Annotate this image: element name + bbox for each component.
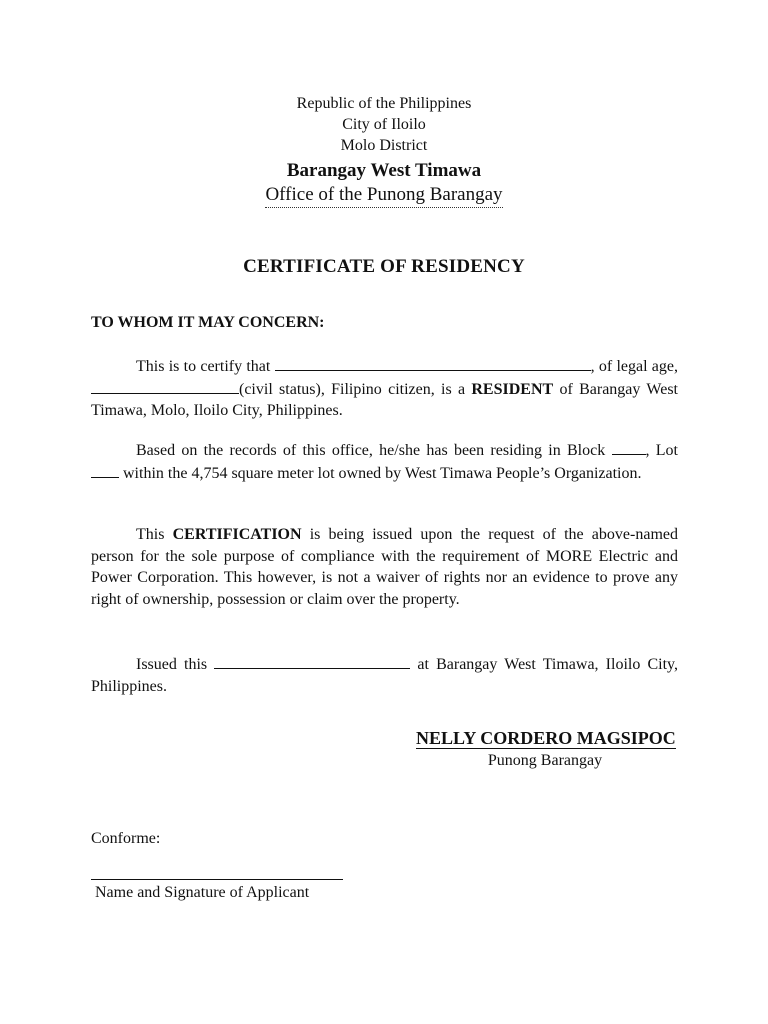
paragraph-certify [91, 355, 678, 422]
city-line: City of Iloilo [342, 116, 426, 133]
applicant-signature-label: Name and Signature of Applicant [95, 884, 310, 901]
p2-text-3: within the 4,754 square meter lot owned by West Timawa People’s Organization. [119, 464, 642, 482]
conforme-label: Conforme: [91, 830, 161, 847]
civil-status-blank[interactable] [91, 378, 239, 394]
p2-text-1: Based on the records of this office, he/she has been residing in Block [136, 442, 612, 459]
p1-text-4: of Barangay West Timawa, Molo, Iloilo City, Philippines. [91, 380, 678, 419]
district-line: Molo District [340, 137, 428, 154]
p1-text-1: This is to certify that [136, 358, 275, 375]
p2-text-2: , Lot [645, 442, 679, 459]
lot-blank[interactable] [91, 462, 119, 478]
applicant-signature-line[interactable] [91, 879, 343, 880]
paragraph-issued [91, 653, 678, 697]
p3-text-2: is being issued upon the request of the above-named person for the sole purpose of compliance with the requirement of MORE Electric and Power Corporation. This however, is not a waiver of rights nor an evidence to prove any right of ownership, possession or claim over the property. [91, 526, 678, 608]
barangay-name: Barangay West Timawa [286, 160, 482, 181]
resident-name-blank[interactable] [275, 355, 591, 371]
block-blank[interactable] [612, 439, 646, 455]
signatory-name: NELLY CORDERO MAGSIPOC [416, 728, 676, 748]
p4-text-1: Issued this [136, 656, 215, 673]
document-title: CERTIFICATE OF RESIDENCY [243, 256, 525, 277]
republic-line: Republic of the Philippines [296, 95, 472, 112]
p3-text-1: This [136, 526, 173, 543]
issue-date-blank[interactable] [214, 653, 410, 669]
signatory-title: Punong Barangay [487, 752, 603, 769]
paragraph-records [91, 439, 678, 484]
office-name: Office of the Punong Barangay [265, 183, 502, 208]
resident-bold: RESIDENT [471, 380, 554, 398]
certification-bold: CERTIFICATION [172, 526, 302, 543]
p4-text-2: at Barangay West Timawa, Iloilo City, Philippines. [91, 656, 679, 695]
p1-text-3: (civil status), Filipino citizen, is a [239, 380, 472, 398]
paragraph-certification [91, 524, 678, 610]
salutation: TO WHOM IT MAY CONCERN: [91, 314, 325, 331]
p1-text-2: , of legal age, [590, 358, 678, 375]
letterhead [0, 93, 768, 208]
